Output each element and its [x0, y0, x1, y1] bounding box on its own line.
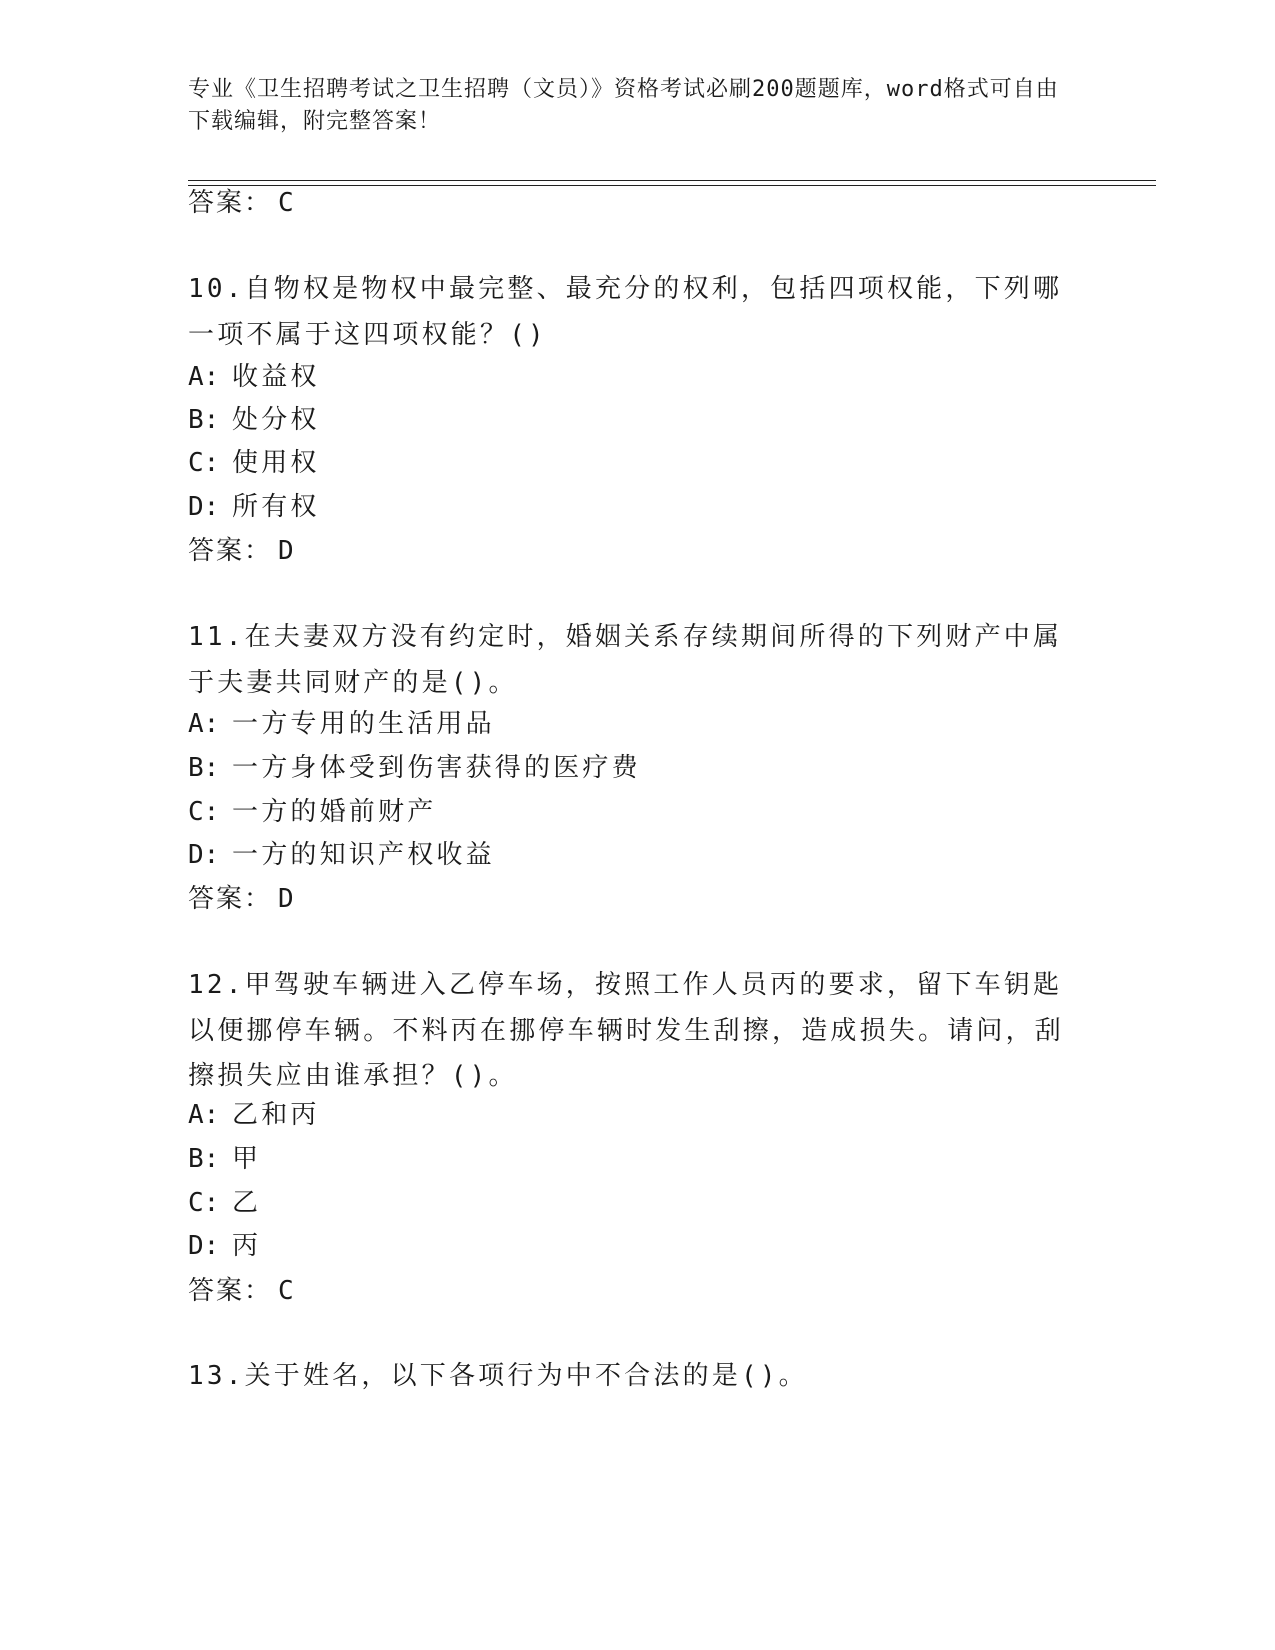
option-c [188, 794, 436, 830]
option-letter: D: [188, 840, 220, 870]
answer-line [188, 532, 296, 569]
option-a [188, 359, 320, 395]
question-text: 甲驾驶车辆进入乙停车场，按照工作人员丙的要求，留下车钥匙以便挪停车辆。不料丙在挪停车辆时发生刮擦，造成损失。请问，刮擦损失应由谁承担？()。 [188, 970, 1065, 1091]
option-text: 丙 [232, 1231, 262, 1261]
question-11 [188, 615, 1088, 706]
answer-line [188, 880, 296, 917]
option-letter: C: [188, 1188, 220, 1218]
option-d [188, 837, 495, 873]
question-number: 12. [188, 970, 245, 1000]
question-number: 11. [188, 622, 245, 652]
option-letter: D: [188, 492, 220, 522]
option-text: 甲 [232, 1144, 262, 1174]
answer-value: D [278, 884, 296, 914]
option-letter: A: [188, 362, 220, 392]
option-text: 一方的婚前财产 [232, 797, 437, 827]
option-letter: C: [188, 797, 220, 827]
option-text: 使用权 [232, 448, 320, 478]
question-text: 关于姓名，以下各项行为中不合法的是()。 [244, 1361, 808, 1391]
question-text: 自物权是物权中最完整、最充分的权利，包括四项权能，下列哪一项不属于这四项权能？() [188, 274, 1063, 350]
answer-value: D [278, 536, 296, 566]
question-10 [188, 267, 1088, 358]
option-b [188, 750, 641, 786]
answer-value: C [278, 1276, 296, 1306]
option-letter: B: [188, 1144, 220, 1174]
question-13 [188, 1354, 1088, 1400]
option-a [188, 706, 495, 742]
document-header: 专业《卫生招聘考试之卫生招聘（文员）》资格考试必刷200题题库，word格式可自由下载编辑，附完整答案！ [188, 77, 1059, 134]
question-number: 13. [188, 1361, 245, 1391]
option-text: 乙 [232, 1188, 262, 1218]
option-c [188, 445, 320, 481]
option-text: 收益权 [232, 362, 320, 392]
option-letter: A: [188, 709, 220, 739]
question-number: 10. [188, 274, 245, 304]
answer-label: 答案： [188, 535, 273, 565]
answer-line [188, 1272, 296, 1309]
option-letter: C: [188, 448, 220, 478]
option-a [188, 1097, 320, 1133]
answer-line [188, 184, 296, 221]
option-letter: B: [188, 753, 220, 783]
option-text: 一方专用的生活用品 [232, 709, 495, 739]
option-d [188, 1228, 261, 1264]
option-text: 处分权 [232, 405, 320, 435]
option-b [188, 1141, 261, 1177]
header-divider-bottom [188, 185, 1156, 186]
question-text: 在夫妻双方没有约定时，婚姻关系存续期间所得的下列财产中属于夫妻共同财产的是()。 [188, 622, 1063, 698]
option-letter: A: [188, 1100, 220, 1130]
answer-value: C [278, 188, 296, 218]
option-d [188, 489, 320, 525]
option-text: 一方身体受到伤害获得的医疗费 [232, 753, 641, 783]
answer-label: 答案： [188, 883, 273, 913]
option-c [188, 1185, 261, 1221]
option-text: 一方的知识产权收益 [232, 840, 495, 870]
option-letter: D: [188, 1231, 220, 1261]
header-divider-top [188, 180, 1156, 181]
option-text: 乙和丙 [232, 1100, 320, 1130]
answer-label: 答案： [188, 1275, 273, 1305]
answer-label: 答案： [188, 187, 273, 217]
option-text: 所有权 [232, 492, 320, 522]
option-b [188, 402, 320, 438]
question-12 [188, 963, 1088, 1100]
option-letter: B: [188, 405, 220, 435]
